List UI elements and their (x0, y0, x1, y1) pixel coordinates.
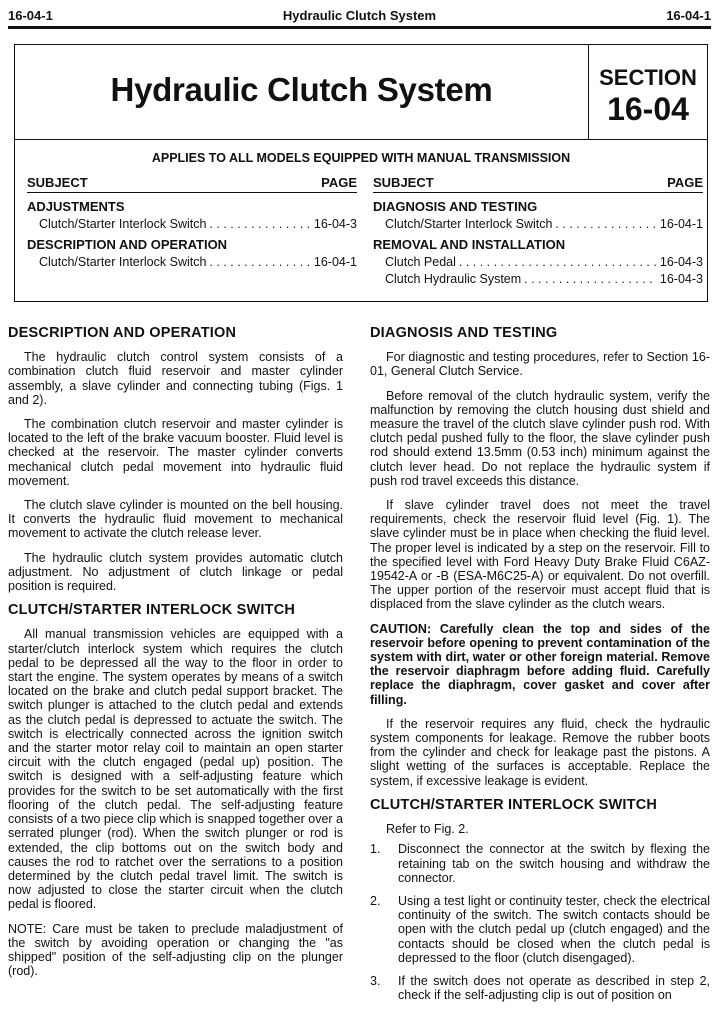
figure-reference: Refer to Fig. 2. (386, 822, 469, 837)
toc-entry-page: 16-04-3 (659, 272, 703, 286)
toc-entry[interactable] (373, 255, 703, 269)
toc-entry[interactable] (27, 255, 357, 269)
toc-entry[interactable] (373, 217, 703, 231)
leader-dots (209, 217, 310, 231)
paragraph: If slave cylinder travel does not meet the travel requirements, check the reservoir fluid level (Fig. 1). The slave cylinder must be in place when checking the fluid level. The proper level is indicated by a step on the reservoir. Fill to the specified level with Ford Heavy Duty Brake Fluid C6AZ-19542-A or -B (ESA-M6C25-A) or equivalent. Do not overfill. The upper portion of the reservoir must accept fluid that is displaced from the slave cylinder as the clutch wears. (370, 498, 710, 612)
toc-entry-page: 16-04-3 (659, 255, 703, 269)
paragraph: The hydraulic clutch system provides automatic clutch adjustment. No adjustment of clutch linkage or pedal position is required. (8, 550, 343, 594)
procedure-step (370, 842, 710, 885)
leader-dots (459, 255, 657, 269)
toc-left-column (27, 175, 357, 269)
procedure-step (370, 894, 710, 965)
header-page-right: 16-04-1 (666, 8, 711, 23)
header-page-left: 16-04-1 (8, 8, 53, 23)
paragraph: The clutch slave cylinder is mounted on the bell housing. It converts the hydraulic fluid movement to mechanical movement to activate the clutch release lever. (8, 498, 343, 541)
paragraph: If the reservoir requires any fluid, check the hydraulic system components for leakage. Remove the rubber boots from the cylinder and check for leakage past the pistons. A slight wetting of the surfaces is acceptable. Replace the system, if excessive leakage is evident. (370, 716, 710, 788)
leader-dots (209, 255, 310, 269)
running-header (8, 6, 711, 29)
section-heading: DIAGNOSIS AND TESTING (370, 325, 558, 341)
section-heading: CLUTCH/STARTER INTERLOCK SWITCH (8, 602, 296, 619)
step-number: 3. (370, 973, 381, 988)
paragraph: Before removal of the clutch hydraulic system, verify the malfunction by removing the clutch housing dust shield and measure the travel of the clutch slave cylinder push rod. With clutch pedal pushed fully to the floor, the slave cylinder push rod should extend 13.5mm (0.53 inch) minimum against the clutch lever head. Do not replace the hydraulic system if push rod travel exceeds this distance. (370, 388, 710, 488)
step-number: 2. (370, 893, 381, 908)
toc-category: DESCRIPTION AND OPERATION (27, 237, 228, 252)
procedure-step (370, 974, 710, 1002)
toc-entry-page: 16-04-1 (313, 255, 357, 269)
toc-header (373, 175, 703, 193)
subject-label: SUBJECT (373, 175, 434, 190)
applies-statement: APPLIES TO ALL MODELS EQUIPPED WITH MANUAL TRANSMISSION (151, 151, 571, 165)
section-heading: DESCRIPTION AND OPERATION (8, 325, 237, 341)
subject-label: SUBJECT (27, 175, 88, 190)
toc-header (27, 175, 357, 193)
section-number: 16-04 (607, 91, 689, 127)
toc-entry-page: 16-04-3 (313, 217, 357, 231)
caution-paragraph: CAUTION: Carefully clean the top and sides of the reservoir before opening to prevent contamination of the system with dirt, water or other foreign material. Remove the reservoir diaphragm before adding fluid. Carefully replace the diaphragm, cover gasket and cover after filling. (370, 621, 710, 707)
step-text: If the switch does not operate as described in step 2, check if the self-adjusting clip is out of position on (398, 973, 710, 1003)
paragraph: The combination clutch reservoir and master cylinder is located to the left of the brake vacuum booster. Fluid level is checked at the reservoir. The master cylinder converts mechanical clutch pedal movement into hydraulic fluid movement. (8, 417, 343, 488)
step-text: Disconnect the connector at the switch by flexing the retaining tab on the switch housing and withdraw the connector. (398, 842, 710, 885)
toc-entry-label: Clutch/Starter Interlock Switch (39, 217, 207, 231)
section-label: SECTION (599, 65, 697, 90)
step-text: Using a test light or continuity tester, check the electrical continuity of the switch. The switch contacts should be open with the clutch pedal up (clutch engaged) and the contacts should be closed when the clutch pedal is depressed to the floor (clutch disengaged). (398, 893, 710, 965)
body-right-column (370, 326, 710, 1011)
page-title: Hydraulic Clutch System (110, 71, 493, 108)
toc-right-column (373, 175, 703, 286)
section-cell (589, 45, 707, 140)
step-number: 1. (370, 842, 381, 857)
leader-dots (524, 272, 657, 286)
leader-dots (555, 217, 656, 231)
note-paragraph: NOTE: Care must be taken to preclude maladjustment of the switch by avoiding operation or changing the "as shipped" position of the self-adjusting clip on the plunger (rod). (8, 921, 343, 979)
toc-category: DIAGNOSIS AND TESTING (373, 199, 538, 214)
toc-entry-label: Clutch Pedal (385, 255, 456, 269)
page-label: PAGE (667, 175, 703, 190)
paragraph: The hydraulic clutch control system consists of a combination clutch fluid reservoir and master cylinder assembly, a slave cylinder and connecting tubing (Figs. 1 and 2). (8, 350, 343, 407)
body-left-column (8, 326, 343, 988)
title-box (14, 44, 708, 302)
toc-entry[interactable] (27, 217, 357, 231)
section-heading: CLUTCH/STARTER INTERLOCK SWITCH (370, 796, 658, 813)
toc-entry-page: 16-04-1 (659, 217, 703, 231)
toc-entry-label: Clutch/Starter Interlock Switch (39, 255, 207, 269)
toc-entry-label: Clutch/Starter Interlock Switch (385, 217, 553, 231)
toc-category: ADJUSTMENTS (27, 199, 125, 214)
toc-category: REMOVAL AND INSTALLATION (373, 237, 566, 252)
header-title: Hydraulic Clutch System (282, 8, 437, 23)
paragraph: All manual transmission vehicles are equipped with a starter/clutch interlock system which requires the clutch pedal to be depressed all the way to the floor in order to start the engine. The system operates by means of a switch located on the brake and clutch pedal support bracket. The switch plunger is attached to the clutch pedal and extends as the clutch pedal is depressed to actuate the switch. The switch is electrically connected across the ignition switch and the starter motor relay coil to maintain an open starter circuit with the clutch engaged (pedal up) position. The switch is designed with a self-adjusting feature which provides for the switch to be set automatically with the first flooring of the clutch pedal. The self-adjusting feature consists of a two piece clip which is snapped together over a serrated plunger (rod). When the switch plunger or rod is extended, the clip bottoms out on the switch body and causes the rod to ratchet over the serrations to a position determined by the clutch pedal travel limit. The switch is now adjusted to close the starter circuit when the clutch pedal is floored. (8, 627, 343, 912)
toc-entry-label: Clutch Hydraulic System (385, 272, 522, 286)
paragraph: For diagnostic and testing procedures, refer to Section 16-01, General Clutch Service. (370, 350, 710, 379)
toc-entry[interactable] (373, 272, 703, 286)
title-cell (15, 45, 589, 140)
page-label: PAGE (321, 175, 357, 190)
